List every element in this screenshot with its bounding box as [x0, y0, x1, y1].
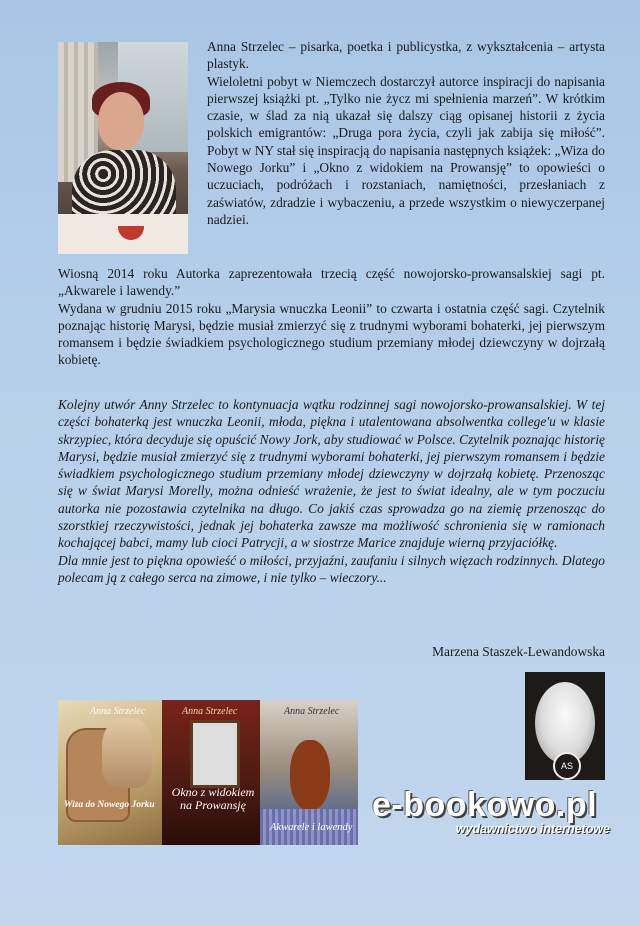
cover-title: Wiza do Nowego Jorku — [64, 800, 155, 810]
publisher-logo: e-bookowo.pl — [372, 786, 598, 824]
book-cover-akwarele — [260, 700, 358, 845]
cover-author: Anna Strzelec — [182, 706, 238, 717]
author-photo — [58, 42, 188, 254]
author-logo-cameo — [525, 672, 605, 780]
bio-paragraph: Wydana w grudniu 2015 roku „Marysia wnuczka Leonii” to czwarta i ostatnia część sagi. Czytelnik poznając historię Marysi, będzie musiał zmierzyć się z trudnymi wyborami bohaterki, jej pierwszym romansem i będzie świadkiem psychologicznego studium przemiany młodej dziewczyny w dojrzałą kobietę. — [58, 300, 605, 368]
review-paragraph: Dla mnie jest to piękna opowieść o miłości, przyjaźni, zaufaniu i silnych więzach rodzinnych. Dlatego polecam ją z całego serca na zimowe, i nie tylko – wieczory... — [58, 552, 605, 585]
cover-title: Akwarele i lawendy — [270, 822, 353, 833]
review-text — [58, 396, 605, 586]
cameo-initials-badge: AS — [553, 752, 581, 780]
cover-title: Okno z widokiem na Prowansję — [171, 785, 255, 812]
author-bio-top — [207, 38, 605, 228]
bio-paragraph: Wieloletni pobyt w Niemczech dostarczył autorce inspiracji do napisania pierwszej książki pt. „Tylko nie życz mi spełnienia marzeń”. W krótkim czasie, w ślad za nią ukazał się dalszy ciąg opisanej historii z życia polskich emigrantów: „Druga pora życia, czyli jak zabija się miłość”. Pobyt w NY stał się inspiracją do napisania następnych książek: „Wiza do Nowego Jorku” i „Okno z widokiem na Prowansję” to opowieści o uczuciach, podróżach i rozstaniach, namiętności, przesłaniach z zaświatów, zdradzie i wybaczeniu, a przede wszystkim o niewyczerpanej nadziei. — [207, 73, 605, 227]
review-paragraph: Kolejny utwór Anny Strzelec to kontynuacja wątku rodzinnej sagi nowojorsko-prowansalskiej. W tej części bohaterką jest wnuczka Leonii, młoda, piękna i utalentowana absolwentka college'u w klasie skrzypiec, która decyduje się opuścić Nowy Jork, aby studiować w Polsce. Czytelnik poznając historię Marysi, będzie musiał zmierzyć się z trudnymi wyborami bohaterki, jej pierwszym romansem i będzie świadkiem psychologicznego studium przemiany młodej dziewczyny w dojrzałą kobietę. Przenosząc się w świat Marysi Morelly, można odnieść wrażenie, że jest to świat idealny, ale w tym poczuciu autorka nie pozostawia czytelnika na długo. Co jakiś czas sprowadza go na ziemię przenosząc do szorstkiej rzeczywistości, jednak jej bohaterka zawsze ma możliwość schronienia się w ramionach kochającej babci, mamy lub cioci Patrycji, a w siostrze Marice znajduje wierną przyjaciółkę. — [58, 397, 605, 551]
review-signature: Marzena Staszek-Lewandowska — [432, 644, 605, 659]
author-bio-bottom — [58, 265, 605, 369]
book-cover-wiza — [58, 700, 162, 845]
book-cover-okno — [162, 700, 260, 845]
cover-author: Anna Strzelec — [90, 706, 146, 717]
bio-paragraph: Wiosną 2014 roku Autorka zaprezentowała trzecią część nowojorsko-prowansalskiej sagi pt. „Akwarele i lawendy.” — [58, 266, 605, 299]
bio-paragraph: Anna Strzelec – pisarka, poetka i publicystka, z wykształcenia – artysta plastyk. — [207, 39, 605, 72]
cover-author: Anna Strzelec — [284, 706, 340, 717]
publisher-tagline: wydawnictwo internetowe — [455, 822, 610, 836]
